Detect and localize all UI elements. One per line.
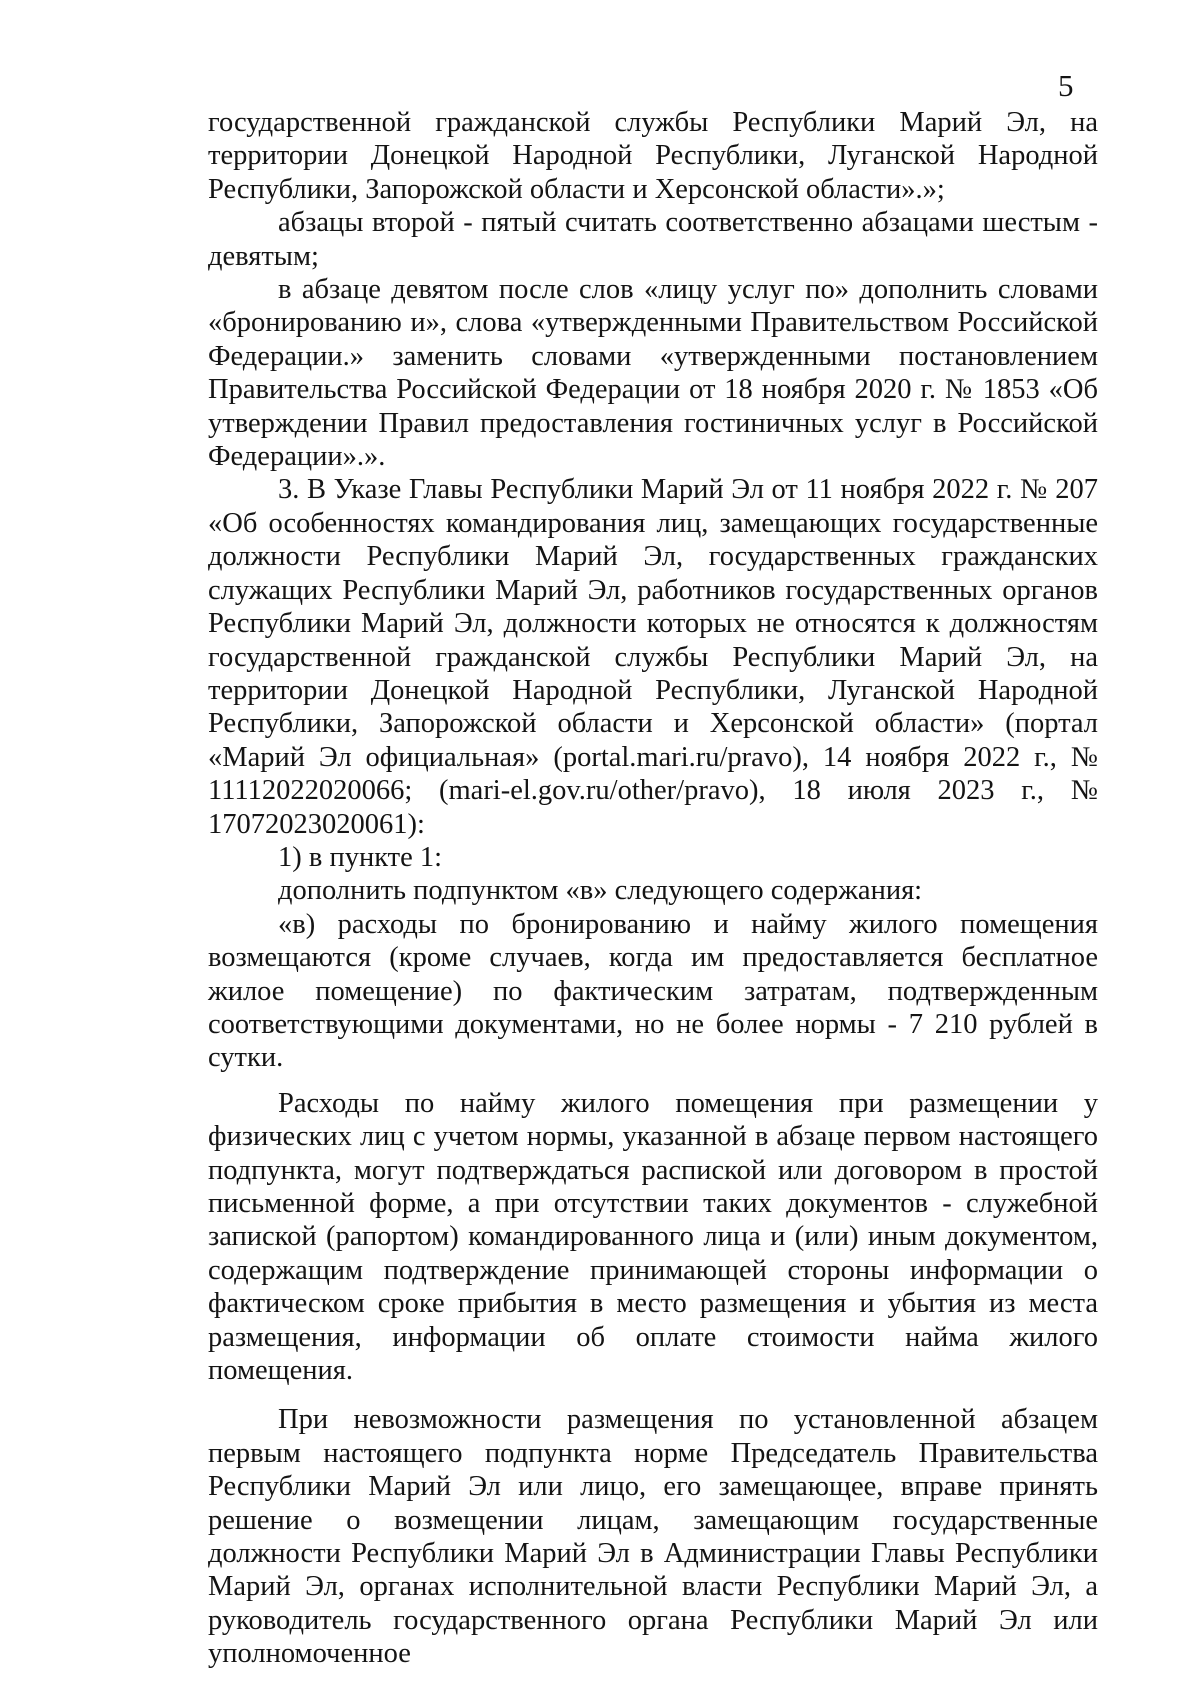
paragraph-continuation: государственной гражданской службы Республики Марий Эл, на территории Донецкой Народной Республики, Луганской Народной Республики, Запорожской области и Херсонской области».»; xyxy=(208,107,1098,205)
paragraph-renumber-abzacy: абзацы второй - пятый считать соответственно абзацами шестым - девятым; xyxy=(208,207,1098,272)
paragraph-abzac-devyatyi: в абзаце девятом после слов «лицу услуг по» дополнить словами «бронированию и», слова «утвержденными Правительством Российской Федерации.» заменить словами «утвержденными постановлением Правительства Российской Федерации от 18 ноября 2020 г. № 1853 «Об утверждении Правил предоставления гостиничных услуг в Российской Федерации».». xyxy=(208,274,1098,473)
paragraph-subitem-v: «в) расходы по бронированию и найму жилого помещения возмещаются (кроме случаев, когда им предоставляется бесплатное жилое помещение) по фактическим затратам, подтвержденным соответствующими документами, но не более нормы - 7 210 рублей в сутки. xyxy=(208,908,1098,1074)
document-body xyxy=(208,106,1098,1671)
paragraph-subitem-1: 1) в пункте 1: xyxy=(278,841,443,873)
paragraph-item-3: 3. В Указе Главы Республики Марий Эл от 11 ноября 2022 г. № 207 «Об особенностях командирования лиц, замещающих государственные должности Республики Марий Эл, государственных гражданских служащих Республики Марий Эл, работников государственных органов Республики Марий Эл, должности которых не относятся к должностям государственной гражданской службы Республики Марий Эл, на территории Донецкой Народной Республики, Луганской Народной Республики, Запорожской области и Херсонской области» (портал «Марий Эл официальная» (portal.mari.ru/pravo), 14 ноября 2022 г., № 11112022020066; (mari-el.gov.ru/other/pravo), 18 июля 2023 г., № 17072023020061): xyxy=(208,474,1098,840)
paragraph-nevozmozhnost: При невозможности размещения по установленной абзацем первым настоящего подпункта норме Председатель Правительства Республики Марий Эл или лицо, его замещающее, вправе принять решение о возмещении лицам, замещающим государственные должности Республики Марий Эл в Администрации Главы Республики Марий Эл, органах исполнительной власти Республики Марий Эл, а руководитель государственного органа Республики Марий Эл или уполномоченное xyxy=(208,1404,1098,1670)
page-number: 5 xyxy=(1058,68,1074,103)
paragraph-dopolnit: дополнить подпунктом «в» следующего содержания: xyxy=(278,875,923,907)
paragraph-rashody: Расходы по найму жилого помещения при размещении у физических лиц с учетом нормы, указанной в абзаце первом настоящего подпункта, могут подтверждаться распиской или договором в простой письменной форме, а при отсутствии таких документов - служебной запиской (рапортом) командированного лица и (или) иным документом, содержащим подтверждение принимающей стороны информации о фактическом сроке прибытия в место размещения и убытия из места размещения, информации об оплате стоимости найма жилого помещения. xyxy=(208,1087,1098,1387)
